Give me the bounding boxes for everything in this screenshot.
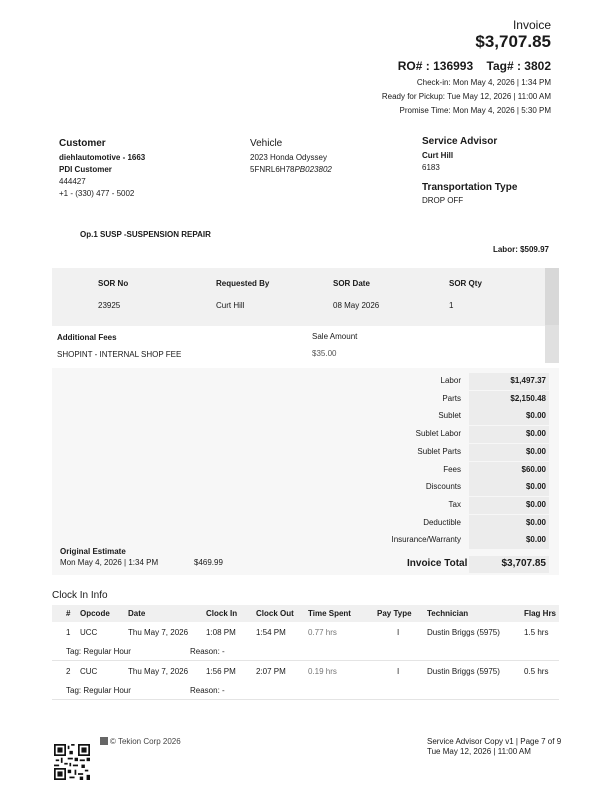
clock-tag-row [52, 682, 559, 700]
sor-table-band [52, 268, 559, 326]
summary-label: Discounts [425, 482, 461, 492]
sor-table-edge [545, 268, 559, 326]
customer-type: PDI Customer [59, 165, 112, 174]
summary-value: $0.00 [469, 497, 549, 514]
clock-header-clockout: Clock Out [256, 609, 294, 618]
clock-cell-spent: 0.77 hrs [308, 628, 337, 637]
summary-label: Deductible [423, 517, 461, 527]
summary-value: $0.00 [469, 408, 549, 425]
sor-cell-date: 08 May 2026 [333, 301, 380, 310]
customer-name: diehlautomotive - 1663 [59, 153, 146, 162]
customer-phone: +1 - (330) 477 - 5002 [59, 189, 135, 198]
clock-table-header [52, 605, 559, 622]
summary-row [299, 515, 549, 532]
summary-label: Sublet Parts [417, 446, 461, 456]
clock-header-technician: Technician [427, 609, 469, 618]
clock-header-opcode: Opcode [80, 609, 110, 618]
checkin-time: Check-in: Mon May 4, 2026 | 1:34 PM [416, 78, 551, 87]
ro-number: 136993 [433, 59, 474, 73]
clock-cell-date: Thu May 7, 2026 [128, 628, 189, 637]
invoice-total-value: $3,707.85 [469, 556, 549, 573]
vin-prefix: 5FNRL6H78 [250, 165, 295, 174]
summary-value: $0.00 [469, 532, 549, 549]
sor-header-date: SOR Date [333, 279, 370, 288]
sor-cell-qty: 1 [449, 301, 454, 310]
fees-amount: $35.00 [312, 349, 337, 358]
sor-header-qty: SOR Qty [449, 279, 482, 288]
vehicle-vin [250, 164, 332, 176]
clock-header-paytype: Pay Type [377, 609, 412, 618]
fees-item: SHOPINT - INTERNAL SHOP FEE [57, 350, 182, 359]
clock-cell-out: 1:54 PM [256, 628, 286, 637]
summary-value: $1,497.37 [469, 373, 549, 390]
clock-tag-row [52, 643, 559, 661]
clock-cell-date: Thu May 7, 2026 [128, 667, 189, 676]
clock-cell-opcode: CUC [80, 667, 98, 676]
clock-cell-num: 1 [66, 628, 71, 637]
vehicle-model: 2023 Honda Odyssey [250, 153, 327, 162]
clock-row [52, 624, 559, 642]
customer-section [59, 138, 145, 200]
clock-cell-pay: I [397, 628, 400, 637]
sor-cell-no: 23925 [98, 301, 121, 310]
summary-row [299, 444, 549, 461]
summary-value: $60.00 [469, 462, 549, 479]
summary-value: $0.00 [469, 515, 549, 532]
summary-value: $2,150.48 [469, 391, 549, 408]
clock-heading: Clock In Info [52, 590, 108, 601]
fees-amount-heading: Sale Amount [312, 332, 358, 341]
footer-copyright-line [100, 737, 181, 746]
clock-header-timespent: Time Spent [308, 609, 351, 618]
summary-row [299, 462, 549, 479]
summary-row [299, 391, 549, 408]
summary-label: Tax [448, 499, 461, 509]
customer-id: 444427 [59, 177, 86, 186]
qr-code-icon [54, 744, 90, 780]
summary-value: $0.00 [469, 444, 549, 461]
clock-cell-num: 2 [66, 667, 71, 676]
tekion-logo-icon [100, 737, 108, 745]
promise-time: Promise Time: Mon May 4, 2026 | 5:30 PM [399, 106, 551, 115]
summary-row [299, 532, 549, 549]
clock-header-date: Date [128, 609, 146, 618]
summary-label: Parts [442, 393, 461, 403]
clock-cell-pay: I [397, 667, 400, 676]
fees-heading: Additional Fees [57, 333, 117, 342]
header-dates [382, 76, 551, 118]
vin-suffix: PB023802 [294, 165, 332, 174]
summary-row [299, 408, 549, 425]
clock-header-clockin: Clock In [206, 609, 238, 618]
clock-reason: Reason: - [190, 647, 225, 656]
summary-row [299, 426, 549, 443]
invoice-title: Invoice [512, 18, 551, 32]
summary-label: Fees [443, 464, 461, 474]
summary-label: Labor [440, 376, 461, 385]
ready-pickup-time: Ready for Pickup: Tue May 12, 2026 | 11:00 AM [381, 92, 551, 101]
clock-cell-flag: 1.5 hrs [524, 628, 549, 637]
clock-cell-in: 1:08 PM [206, 628, 236, 637]
clock-cell-out: 2:07 PM [256, 667, 286, 676]
clock-cell-flag: 0.5 hrs [524, 667, 549, 676]
ro-label: RO# : [397, 59, 430, 73]
estimate-heading: Original Estimate [60, 547, 126, 556]
sor-header-requested: Requested By [216, 279, 270, 288]
ro-tag-line [398, 59, 551, 73]
vehicle-section [250, 138, 332, 176]
estimate-date: Mon May 4, 2026 | 1:34 PM [60, 558, 159, 567]
tag-label: Tag# : [486, 59, 521, 73]
summary-label: Sublet [438, 411, 461, 421]
summary-value: $0.00 [469, 479, 549, 496]
transport-heading: Transportation Type [422, 182, 518, 193]
invoice-header-total: $3,707.85 [475, 32, 551, 51]
footer-printed-time: Tue May 12, 2026 | 11:00 AM [427, 747, 531, 756]
clock-cell-opcode: UCC [80, 628, 98, 637]
summary-row [299, 497, 549, 514]
footer-copyright: © Tekion Corp 2026 [110, 737, 181, 746]
summary-row [299, 479, 549, 496]
clock-cell-tech: Dustin Briggs (5975) [427, 667, 500, 676]
clock-tag: Tag: Regular Hour [66, 647, 131, 656]
vehicle-heading: Vehicle [250, 138, 283, 149]
invoice-total-label: Invoice Total [407, 558, 468, 569]
clock-reason: Reason: - [190, 686, 225, 695]
sor-header-no: SOR No [98, 279, 129, 288]
clock-header-num: # [66, 609, 71, 618]
summary-label: Sublet Labor [415, 429, 461, 439]
summary-label: Insurance/Warranty [391, 535, 461, 545]
sor-cell-requested: Curt Hill [216, 301, 245, 310]
summary-value: $0.00 [469, 426, 549, 443]
footer-copy-info: Service Advisor Copy v1 | Page 7 of 9 [427, 737, 562, 746]
advisor-section [422, 136, 517, 207]
transport-value: DROP OFF [422, 196, 464, 205]
clock-cell-spent: 0.19 hrs [308, 667, 337, 676]
advisor-heading: Service Advisor [422, 136, 498, 147]
advisor-name: Curt Hill [422, 151, 454, 160]
clock-cell-in: 1:56 PM [206, 667, 236, 676]
operation-title: Op.1 SUSP -SUSPENSION REPAIR [80, 230, 211, 239]
clock-header-flaghrs: Flag Hrs [524, 609, 557, 618]
customer-heading: Customer [59, 138, 106, 149]
clock-tag: Tag: Regular Hour [66, 686, 131, 695]
clock-cell-tech: Dustin Briggs (5975) [427, 628, 500, 637]
tag-number: 3802 [524, 59, 551, 73]
clock-row [52, 663, 559, 681]
footer-right [427, 737, 561, 757]
estimate-amount: $469.99 [194, 558, 223, 567]
advisor-id: 6183 [422, 163, 440, 172]
operation-labor: Labor: $509.97 [492, 245, 549, 254]
summary-row [299, 373, 549, 390]
